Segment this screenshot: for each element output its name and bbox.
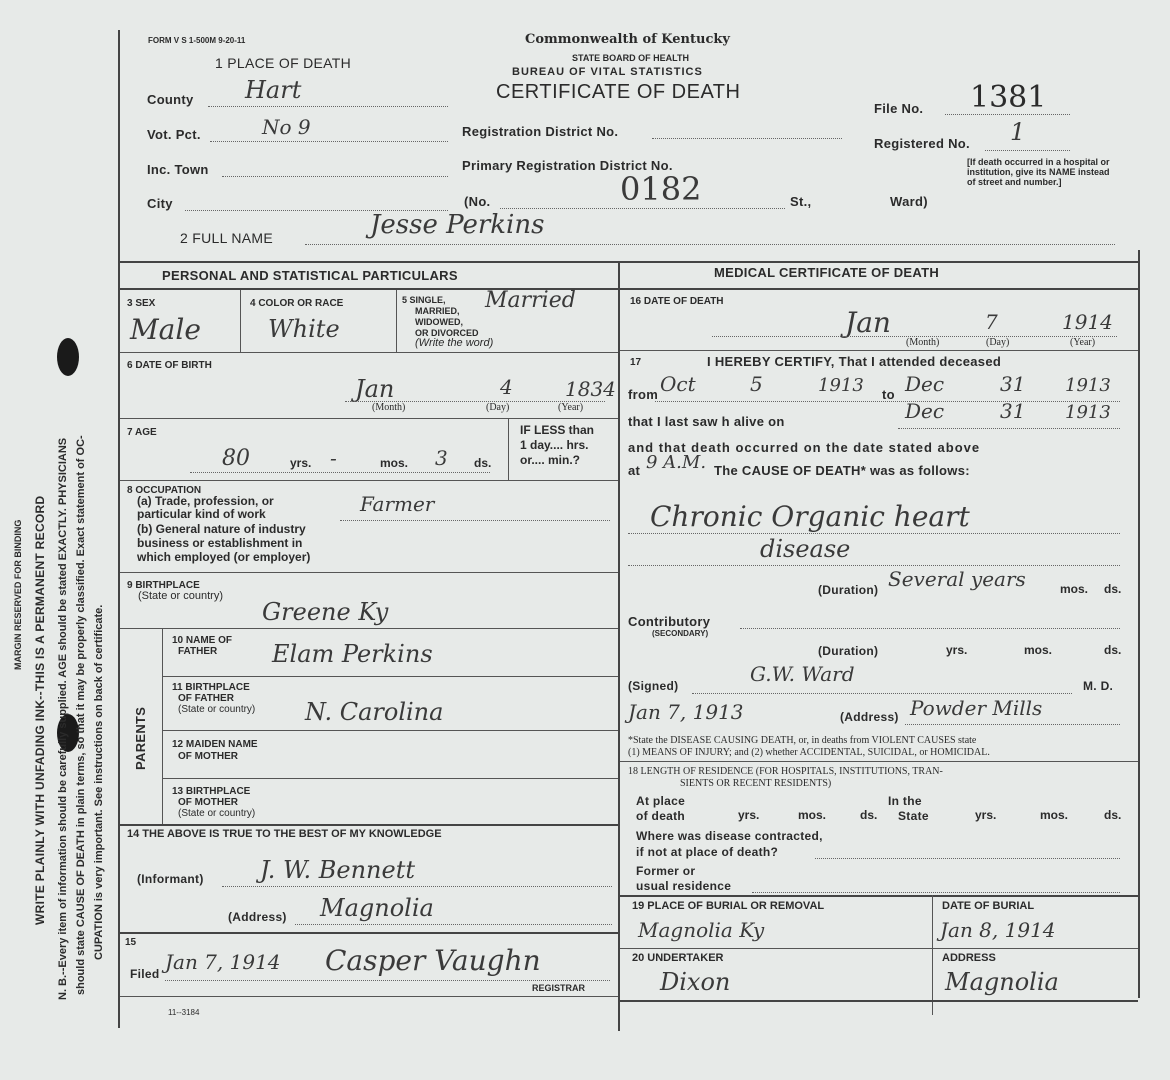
vot-pct-value: No 9: [262, 115, 311, 139]
section-top-rule: [120, 261, 1138, 263]
death-time: 9 A.M.: [646, 452, 707, 473]
burial-date-label: DATE OF BURIAL: [942, 900, 1035, 912]
county-value: Hart: [245, 76, 302, 104]
state-mos: mos.: [1040, 808, 1069, 822]
row-13-rule: [120, 824, 618, 826]
father-label-2: FATHER: [178, 646, 218, 657]
row-8-rule: [120, 572, 618, 573]
county-line: [208, 106, 448, 107]
filed-label: Filed: [130, 967, 160, 981]
reg-district-line: [652, 138, 842, 139]
write-plainly-text: WRITE PLAINLY WITH UNFADING INK--THIS IS A PERMANENT RECORD: [33, 495, 47, 925]
former-label-2: usual residence: [636, 879, 732, 893]
duration-2-ds: ds.: [1104, 643, 1122, 657]
age-days: 3: [435, 446, 448, 470]
mother-label-1: 12 MAIDEN NAME: [172, 739, 258, 750]
cause-line-2: disease: [760, 535, 851, 563]
row-14-rule: [120, 932, 618, 934]
street-no-value: 0182: [620, 170, 702, 208]
duration-2-yrs: yrs.: [946, 643, 968, 657]
registrar-signature: Casper Vaughn: [325, 944, 541, 977]
cause-line-rule-2: [628, 565, 1120, 566]
hospital-note: [If death occurred in a hospital or institution, give its NAME instead of street and number.]: [967, 157, 1110, 187]
occupation-line: [340, 520, 610, 521]
file-no-value: 1381: [970, 80, 1047, 115]
place-of-death-label: 1 PLACE OF DEATH: [215, 55, 352, 71]
from-day: 5: [750, 372, 763, 396]
filed-number: 15: [125, 937, 137, 948]
where-label-1: Where was disease contracted,: [636, 829, 823, 843]
vot-pct-label: Vot. Pct.: [147, 127, 201, 142]
signed-value: G.W. Ward: [750, 662, 855, 686]
column-divider: [618, 261, 620, 1031]
informant-line: [222, 886, 612, 887]
at-place-yrs: yrs.: [738, 808, 760, 822]
dod-day: 7: [985, 310, 998, 334]
at-place-label-2: of death: [636, 809, 686, 823]
occupation-b2: business or establishment in: [137, 536, 303, 550]
undertaker-address-label: ADDRESS: [942, 952, 996, 964]
md-label: M. D.: [1083, 679, 1114, 693]
instructions-line-1: N. B.--Every item of information should be carefully supplied. AGE should be stated EXACTLY. PHYSICIANS: [57, 437, 69, 1000]
from-year: 1913: [818, 375, 864, 396]
sex-label: 3 SEX: [127, 298, 156, 309]
sex-divider: [240, 290, 241, 352]
informant-address-value: Magnolia: [320, 894, 434, 922]
where-label-2: if not at place of death?: [636, 845, 779, 859]
saw-day: 31: [1000, 399, 1026, 423]
informant-value: J. W. Bennett: [260, 856, 415, 884]
occupation-b3: which employed (or employer): [137, 550, 311, 564]
burial-label: 19 PLACE OF BURIAL OR REMOVAL: [632, 900, 825, 912]
form-bottom-rule: [620, 1000, 1138, 1002]
file-no-label: File No.: [874, 101, 924, 116]
inc-town-label: Inc. Town: [147, 162, 209, 177]
registered-no-label: Registered No.: [874, 136, 970, 151]
filed-date: Jan 7, 1914: [165, 950, 281, 974]
at-label: at: [628, 463, 641, 478]
right-heading-rule: [620, 288, 1138, 290]
marital-label-3: WIDOWED,: [415, 317, 463, 327]
age-yrs-label: yrs.: [290, 456, 312, 470]
row-10-rule: [162, 676, 618, 677]
row-7-rule: [120, 480, 618, 481]
dob-day-caption: (Day): [486, 402, 510, 413]
form-number: FORM V S 1-500M 9-20-11: [148, 36, 246, 45]
vot-pct-line: [210, 141, 448, 142]
signed-label: (Signed): [628, 679, 679, 693]
duration-2-mos: mos.: [1024, 643, 1053, 657]
age-divider: [508, 418, 509, 480]
true-statement: 14 THE ABOVE IS TRUE TO THE BEST OF MY KNOWLEDGE: [127, 828, 442, 840]
parents-label: PARENTS: [133, 706, 148, 770]
registrar-label: REGISTRAR: [532, 983, 586, 993]
occupation-a1: (a) Trade, profession, or: [137, 494, 274, 508]
day-hrs-label: 1 day.... hrs.: [520, 438, 589, 452]
dob-year-caption: (Year): [558, 402, 584, 413]
punch-hole-top: [57, 338, 79, 376]
board-of-health: STATE BOARD OF HEALTH: [572, 53, 689, 63]
at-place-label-1: At place: [636, 794, 686, 808]
state-ds: ds.: [1104, 808, 1122, 822]
cause-line-1: Chronic Organic heart: [650, 500, 970, 533]
duration-ds-label: ds.: [1104, 582, 1122, 596]
at-place-mos: mos.: [798, 808, 827, 822]
row-12-rule: [162, 778, 618, 779]
street-label: St.,: [790, 194, 812, 209]
inc-town-line: [222, 176, 448, 177]
mother-bp-label-1: 13 BIRTHPLACE: [172, 786, 251, 797]
father-bp-label-2: OF FATHER: [178, 693, 234, 704]
undertaker-address-value: Magnolia: [945, 968, 1059, 996]
medical-heading: MEDICAL CERTIFICATE OF DEATH: [714, 265, 940, 280]
full-name-value: Jesse Perkins: [370, 210, 545, 240]
from-month: Oct: [660, 372, 696, 396]
last-saw-line: [898, 428, 1120, 429]
undertaker-label: 20 UNDERTAKER: [632, 952, 724, 964]
former-label-1: Former or: [636, 864, 696, 878]
color-value: White: [268, 315, 340, 343]
marital-label-4: OR DIVORCED: [415, 328, 479, 338]
row-18-rule: [620, 895, 1138, 897]
age-mos-label: mos.: [380, 456, 409, 470]
row-3-rule: [120, 352, 618, 353]
father-bp-label-1: 11 BIRTHPLACE: [172, 682, 250, 693]
informant-label: (Informant): [137, 872, 204, 886]
age-label: 7 AGE: [127, 427, 157, 438]
burial-value: Magnolia Ky: [638, 918, 765, 942]
registered-no-line: [985, 150, 1070, 151]
last-saw-text: that I last saw h alive on: [628, 414, 785, 429]
residence-line-1: 18 LENGTH OF RESIDENCE (FOR HOSPITALS, INSTITUTIONS, TRAN-: [628, 766, 943, 777]
informant-address-label: (Address): [228, 910, 287, 924]
dod-year-caption: (Year): [1070, 337, 1096, 348]
age-ds-label: ds.: [474, 456, 492, 470]
bureau-title: BUREAU OF VITAL STATISTICS: [512, 66, 703, 78]
duration-value: Several years: [888, 567, 1026, 591]
at-place-ds: ds.: [860, 808, 878, 822]
from-label: from: [628, 387, 659, 402]
instructions-line-3: CUPATION is very important. See instructions on back of certificate.: [93, 604, 105, 960]
cause-line-rule-1: [628, 533, 1120, 534]
certify-text: I HEREBY CERTIFY, That I attended deceased: [707, 354, 1002, 369]
dob-year: 1834: [565, 377, 616, 401]
marital-note: (Write the word): [415, 337, 494, 349]
contributory-label: Contributory: [628, 614, 711, 629]
occupation-label: 8 OCCUPATION: [127, 485, 202, 496]
father-value: Elam Perkins: [272, 640, 433, 668]
contributory-line: [740, 628, 1120, 629]
informant-address-line: [295, 924, 612, 925]
row-6-rule: [120, 418, 618, 419]
row-9-rule: [120, 628, 618, 629]
med-address-label: (Address): [840, 710, 899, 724]
dod-month-caption: (Month): [906, 337, 940, 348]
secondary-label: (SECONDARY): [652, 629, 709, 638]
instructions-line-2: should state CAUSE OF DEATH in plain terms, so that it may be properly classified. Exact statement of OC-: [75, 435, 87, 995]
birthplace-value: Greene Ky: [262, 598, 389, 626]
burial-divider: [932, 895, 933, 1015]
age-months: -: [330, 446, 337, 470]
registered-no-value: 1: [1010, 118, 1026, 146]
street-no-label: (No.: [464, 194, 491, 209]
mother-label-2: OF MOTHER: [178, 751, 238, 762]
reg-district-label: Registration District No.: [462, 124, 619, 139]
former-line: [752, 892, 1120, 893]
marital-label-2: MARRIED,: [415, 306, 460, 316]
to-label: to: [882, 387, 895, 402]
birthplace-label: 9 BIRTHPLACE: [127, 580, 200, 591]
marital-label-1: 5 SINGLE,: [402, 295, 446, 305]
full-name-line: [305, 244, 1115, 245]
dod-label: 16 DATE OF DEATH: [630, 296, 724, 307]
dod-year: 1914: [1062, 310, 1113, 334]
if-less-label: IF LESS than: [520, 423, 595, 437]
duration-label: (Duration): [818, 583, 879, 597]
to-year: 1913: [1065, 375, 1111, 396]
filed-bottom-rule: [120, 996, 618, 997]
sign-date: Jan 7, 1913: [628, 700, 744, 724]
personal-heading: PERSONAL AND STATISTICAL PARTICULARS: [162, 268, 458, 283]
dob-label: 6 DATE OF BIRTH: [127, 360, 212, 371]
city-label: City: [147, 196, 173, 211]
binding-margin-text: MARGIN RESERVED FOR BINDING: [13, 519, 23, 670]
primary-district-label: Primary Registration District No.: [462, 158, 673, 173]
where-line: [815, 858, 1120, 859]
occupation-value: Farmer: [360, 492, 435, 516]
cause-label: The CAUSE OF DEATH* was as follows:: [714, 463, 970, 478]
ward-label: Ward): [890, 194, 928, 209]
undertaker-value: Dixon: [660, 968, 731, 996]
mother-bp-label-2: OF MOTHER: [178, 797, 238, 808]
or-min-label: or.... min.?: [520, 453, 581, 467]
color-label: 4 COLOR OR RACE: [250, 298, 344, 309]
dob-day: 4: [500, 375, 513, 399]
occupation-a2: particular kind of work: [137, 507, 266, 521]
signed-line: [692, 693, 1072, 694]
saw-month: Dec: [905, 399, 945, 423]
footnote-1: *State the DISEASE CAUSING DEATH, or, in deaths from VIOLENT CAUSES state: [628, 735, 977, 746]
in-the-label: In the: [888, 794, 922, 808]
commonwealth-title: Commonwealth of Kentucky: [525, 32, 730, 47]
to-day: 31: [1000, 372, 1026, 396]
state-label: State: [898, 809, 929, 823]
burial-date-value: Jan 8, 1914: [940, 918, 1056, 942]
full-name-label: 2 FULL NAME: [180, 230, 274, 246]
residence-line-2: SIENTS OR RECENT RESIDENTS): [680, 778, 832, 789]
sex-value: Male: [130, 313, 201, 346]
marital-value: Married: [485, 288, 576, 313]
parents-divider: [162, 628, 163, 824]
form-left-border: [118, 30, 120, 1028]
birthplace-state-caption: (State or country): [138, 590, 223, 602]
footnote-2: (1) MEANS OF INJURY; and (2) whether ACCIDENTAL, SUICIDAL, or HOMICIDAL.: [628, 747, 990, 758]
state-yrs: yrs.: [975, 808, 997, 822]
row-19-rule: [620, 948, 1138, 949]
age-years: 80: [222, 446, 250, 471]
med-address-value: Powder Mills: [910, 696, 1043, 720]
saw-year: 1913: [1065, 402, 1111, 423]
form-right-border: [1138, 250, 1140, 998]
dod-month: Jan: [845, 306, 891, 339]
dod-day-caption: (Day): [986, 337, 1010, 348]
mother-bp-label-3: (State or country): [178, 808, 256, 819]
duration-2-label: (Duration): [818, 644, 879, 658]
file-no-line: [945, 114, 1070, 115]
form-bottom-number: 11--3184: [168, 1008, 200, 1017]
county-label: County: [147, 92, 194, 107]
race-divider: [396, 290, 397, 352]
street-no-line: [500, 208, 785, 209]
occurred-text: and that death occurred on the date stated above: [628, 440, 981, 455]
dob-month-caption: (Month): [372, 402, 406, 413]
father-bp-label-3: (State or country): [178, 704, 256, 715]
registrar-line: [165, 980, 610, 981]
duration-mos-label: mos.: [1060, 582, 1089, 596]
occupation-b1: (b) General nature of industry: [137, 522, 306, 536]
row-17-rule: [620, 761, 1138, 762]
row-11-rule: [162, 730, 618, 731]
father-label-1: 10 NAME OF: [172, 635, 233, 646]
med-address-line: [905, 724, 1120, 725]
from-to-line: [655, 401, 1120, 402]
certify-number: 17: [630, 357, 642, 368]
age-line: [190, 472, 490, 473]
row-16-rule: [620, 350, 1138, 351]
dob-month: Jan: [355, 375, 395, 403]
certificate-title: CERTIFICATE OF DEATH: [496, 81, 741, 103]
to-month: Dec: [905, 372, 945, 396]
father-bp-value: N. Carolina: [305, 698, 444, 726]
